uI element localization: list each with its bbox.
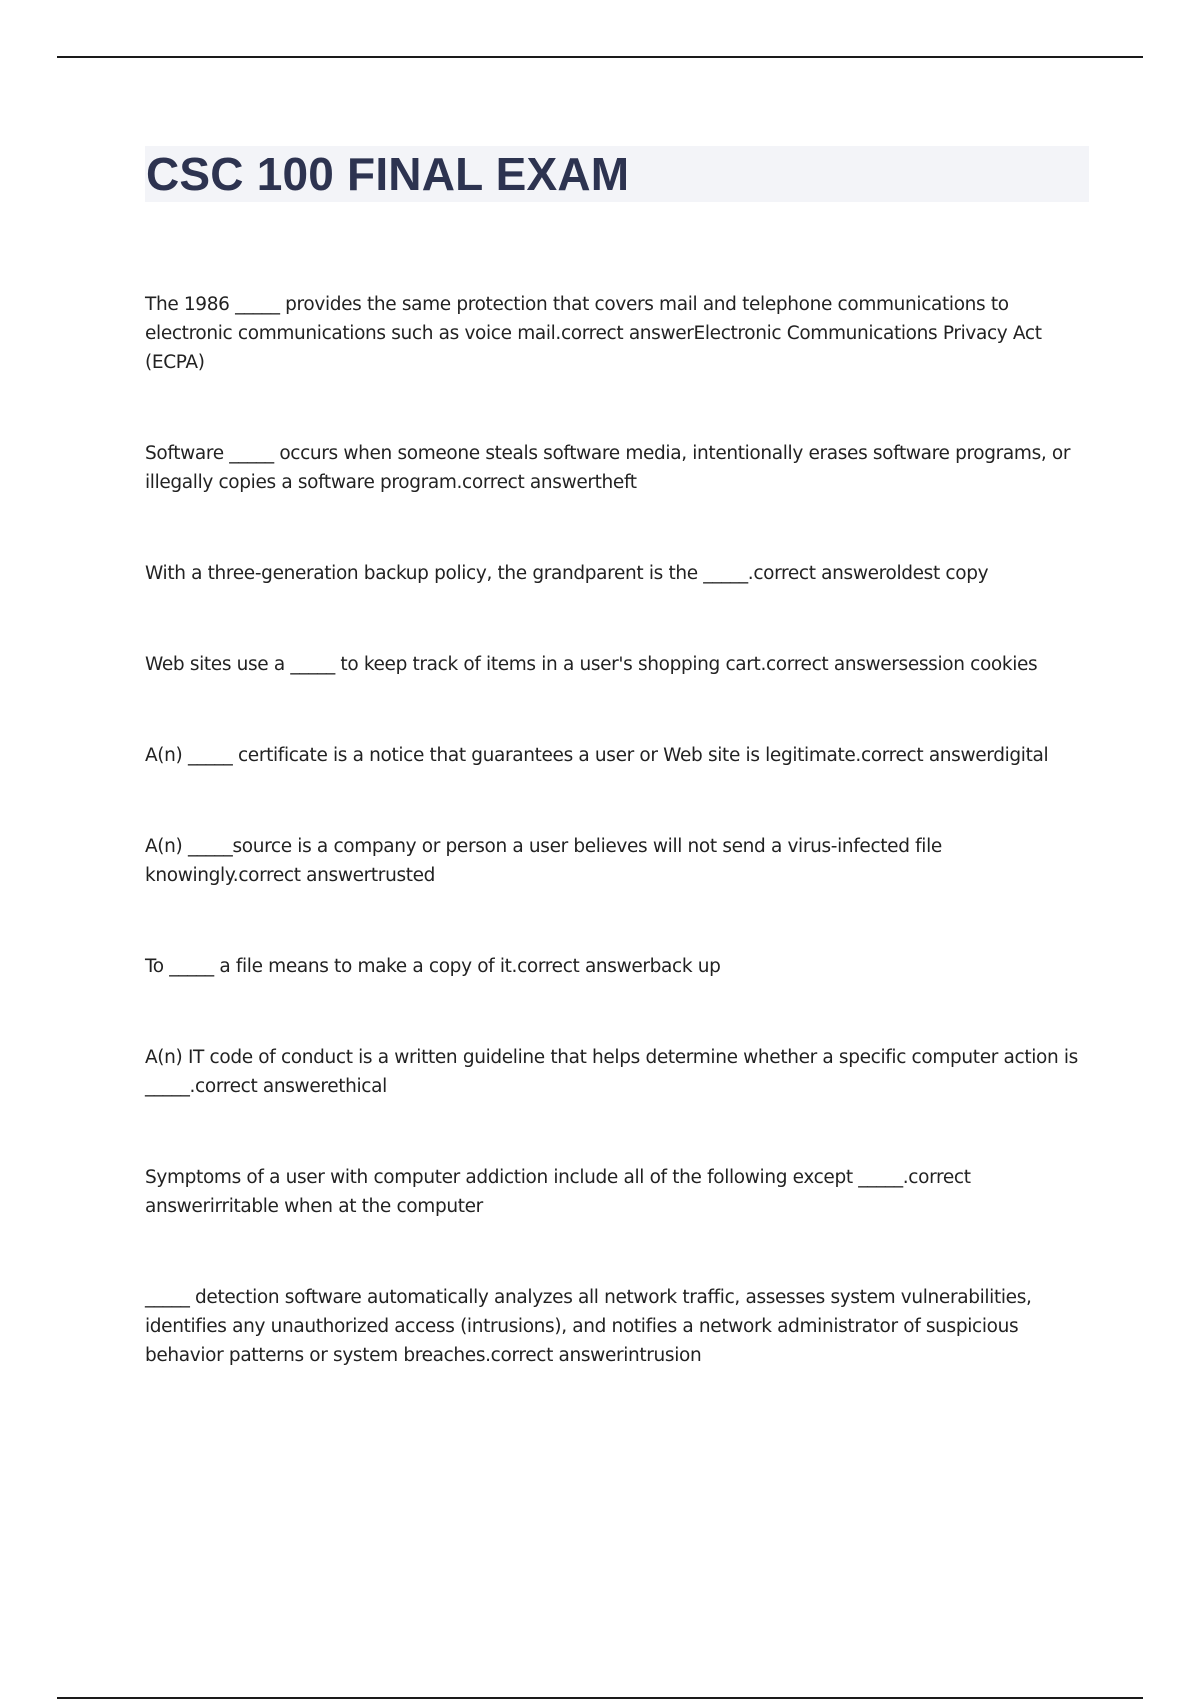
question-item-5: A(n) _____ certificate is a notice that guarantees a user or Web site is legitimate.correct answerdigital bbox=[145, 745, 1049, 766]
page-title: CSC 100 FINAL EXAM bbox=[146, 148, 630, 200]
question-item-7: To _____ a file means to make a copy of it.correct answerback up bbox=[145, 956, 721, 977]
question-item-6: A(n) _____source is a company or person a user believes will not send a virus-infected file knowingly.correct answertrusted bbox=[145, 836, 942, 886]
question-item-4: Web sites use a _____ to keep track of items in a user's shopping cart.correct answersession cookies bbox=[145, 654, 1038, 675]
question-item-1: The 1986 _____ provides the same protection that covers mail and telephone communications to electronic communications such as voice mail.correct answerElectronic Communications Privacy Act (ECPA) bbox=[145, 294, 1042, 373]
question-item-2: Software _____ occurs when someone steals software media, intentionally erases software programs, or illegally copies a software program.correct answertheft bbox=[145, 443, 1071, 493]
question-list bbox=[145, 290, 1090, 1370]
question-item-9: Symptoms of a user with computer addiction include all of the following except _____.correct answerirritable when at the computer bbox=[145, 1167, 971, 1217]
top-rule bbox=[57, 56, 1143, 58]
question-item-8: A(n) IT code of conduct is a written guideline that helps determine whether a specific computer action is _____.correct answerethical bbox=[145, 1047, 1078, 1097]
bottom-rule bbox=[57, 1697, 1143, 1699]
question-item-10: _____ detection software automatically analyzes all network traffic, assesses system vulnerabilities, identifies any unauthorized access (intrusions), and notifies a network administrator of suspicious behavior patterns or system breaches.correct answerintrusion bbox=[145, 1287, 1032, 1366]
question-item-3: With a three-generation backup policy, the grandparent is the _____.correct answeroldest copy bbox=[145, 563, 989, 584]
